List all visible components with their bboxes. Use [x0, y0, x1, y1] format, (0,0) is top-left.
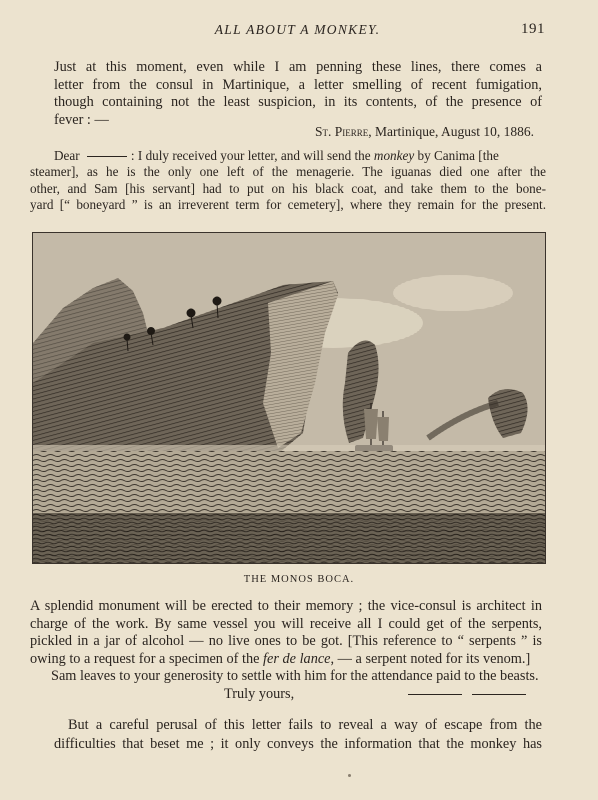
letter-line: yard [“ boneyard ” is an irreverent term for cemetery], where they remain for the present. [30, 197, 546, 213]
letter-line: charge of the work. By same vessel you will receive all I could get of the serpents, [30, 615, 542, 632]
letter-line: other, and Sam [his servant] had to put on his black coat, and take them to the bone- [30, 180, 546, 196]
salutation: Dear [54, 148, 80, 163]
letter-line: A splendid monument will be erected to their memory ; the vice-consul is architect in [30, 598, 542, 614]
print-speck [348, 774, 351, 777]
outro-line: But a careful perusal of this letter fails to reveal a way of escape from the [68, 717, 542, 733]
letter-paragraph-2 [30, 598, 542, 704]
engraving-the-monos-boca [32, 232, 546, 564]
letter-dateline [315, 124, 534, 140]
dateline-place: St. Pierre [314, 124, 369, 139]
signature-rule [408, 694, 462, 695]
signature-rule [472, 694, 526, 695]
running-head [50, 22, 545, 42]
page-number: 191 [521, 21, 545, 37]
illustration-caption: THE MONOS BOCA. [243, 574, 355, 585]
letter-text: : I duly received your letter, and will send the [130, 148, 374, 163]
letter-closing-line [54, 686, 542, 704]
monkey-word: monkey [373, 148, 415, 163]
letter-text: , — a serpent noted for its venom.] [330, 650, 531, 667]
intro-line: fever : — [54, 111, 109, 128]
letter-paragraph-1 [30, 148, 546, 214]
letter-line: steamer], as he is the only one left of the menagerie. The iguanas died one after the [30, 164, 546, 180]
dateline-rest: , Martinique, August 10, 1886. [368, 124, 534, 139]
running-head-title: ALL ABOUT A MONKEY. [214, 22, 381, 37]
intro-paragraph [54, 59, 542, 129]
outro-line: difficulties that beset me ; it only conveys the information that the monkey has [54, 736, 542, 752]
intro-line: letter from the consul in Martinique, a letter smelling of recent fumigation, [54, 76, 542, 93]
outro-paragraph [54, 716, 542, 754]
letter-text: by Canima [the [414, 148, 499, 163]
fer-de-lance: fer de lance [263, 650, 331, 667]
letter-line: pickled in a jar of alcohol — no live ones to be got. [This reference to “ serpents ” is [30, 633, 542, 650]
blank-rule [87, 156, 127, 157]
closing: Truly yours, [224, 685, 295, 702]
letter-line: Sam leaves to your generosity to settle with him for the attendance paid to the beasts. [51, 668, 539, 685]
letter-line [30, 651, 542, 669]
letter-line [30, 148, 546, 164]
intro-line: though containing not the least suspicion, in its contents, of the presence of [54, 94, 542, 111]
letter-text: owing to a request for a specimen of the [30, 650, 264, 667]
intro-line: Just at this moment, even while I am penning these lines, there comes a [54, 59, 542, 75]
